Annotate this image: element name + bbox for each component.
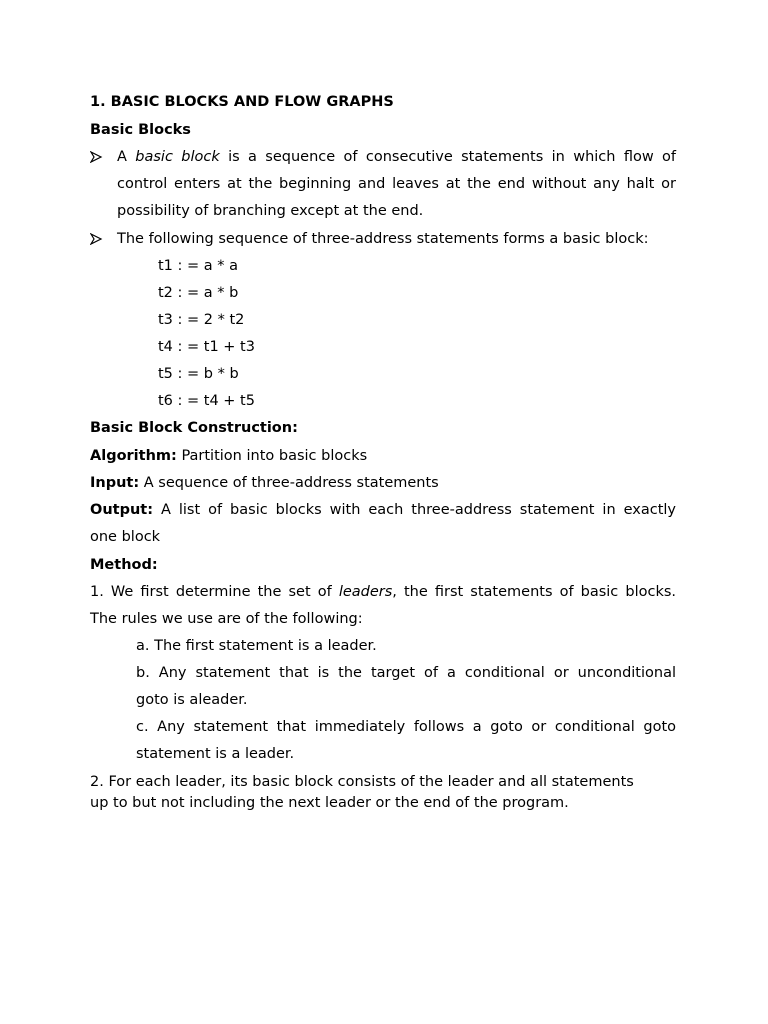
bullet1-line2: control enters at the beginning and leaves at the end without any halt or [117, 176, 676, 192]
section-heading: 1. BASIC BLOCKS AND FLOW GRAPHS [90, 94, 394, 110]
rule-c-line1: c. Any statement that immediately follows a goto or conditional goto [136, 719, 676, 735]
code-line-6: t6 : = t4 + t5 [158, 393, 255, 409]
code-line-5: t5 : = b * b [158, 366, 239, 382]
method-step1-line1: 1. We first determine the set of leaders, the first statements of basic blocks. [90, 584, 677, 600]
construction-heading: Basic Block Construction: [90, 420, 298, 436]
arrowhead-bullet-icon [90, 151, 104, 163]
bullet1-line3: possibility of branching except at the end. [117, 203, 424, 219]
bullet1-line1: A basic block is a sequence of consecutive statements in which flow of [117, 149, 677, 165]
output-line2: one block [90, 529, 161, 545]
method-step2-line2: up to but not including the next leader or the end of the program. [90, 795, 569, 811]
code-line-1: t1 : = a * a [158, 258, 239, 274]
method-heading: Method: [90, 557, 158, 573]
method-step2-line1: 2. For each leader, its basic block consists of the leader and all statements [90, 774, 634, 790]
bullet2-text: The following sequence of three-address statements forms a basic block: [117, 231, 649, 247]
algorithm-line: Algorithm: Partition into basic blocks [90, 448, 368, 464]
rule-b-line2: goto is aleader. [136, 692, 248, 708]
input-line: Input: A sequence of three-address statements [90, 475, 439, 491]
arrowhead-bullet-icon [90, 233, 104, 245]
code-line-4: t4 : = t1 + t3 [158, 339, 255, 355]
rule-a: a. The first statement is a leader. [136, 638, 377, 654]
subsection-heading: Basic Blocks [90, 122, 191, 138]
output-line1: Output: A list of basic blocks with each three-address statement in exactly [90, 502, 676, 518]
rule-c-line2: statement is a leader. [136, 746, 295, 762]
rule-b-line1: b. Any statement that is the target of a conditional or unconditional [136, 665, 676, 681]
method-step1-line2: The rules we use are of the following: [90, 611, 363, 627]
code-line-2: t2 : = a * b [158, 285, 239, 301]
code-line-3: t3 : = 2 * t2 [158, 312, 245, 328]
